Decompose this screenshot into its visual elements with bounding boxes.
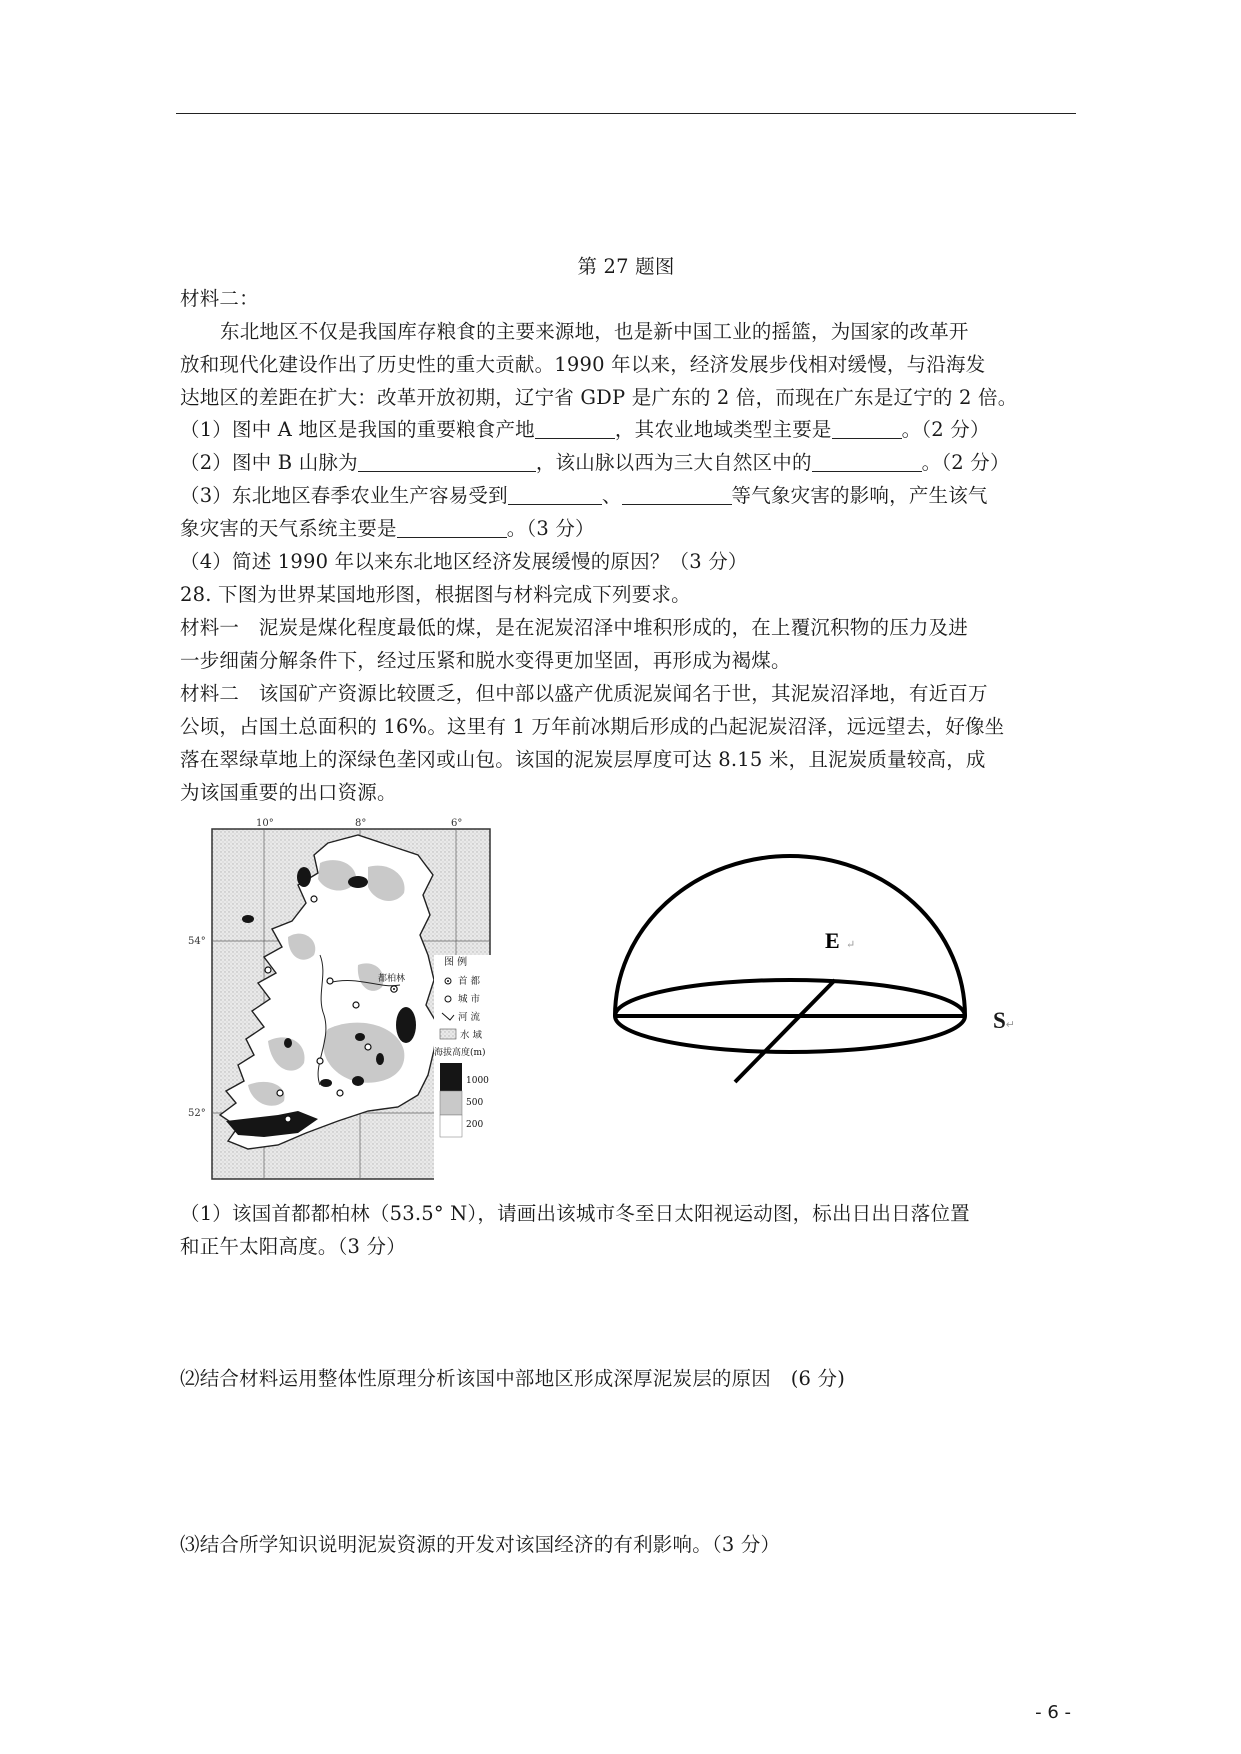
lat-label: 54° bbox=[188, 936, 206, 947]
lon-label: 8° bbox=[355, 818, 367, 829]
answer-blank[interactable] bbox=[358, 449, 536, 472]
q28-sub1-line2: 和正午太阳高度。（3 分） bbox=[180, 1235, 406, 1258]
sun-path-dome-diagram bbox=[610, 850, 970, 1090]
elevation-title: 海拔高度(m) bbox=[434, 1048, 486, 1058]
legend-title: 图 例 bbox=[444, 957, 468, 968]
legend-capital: 首 都 bbox=[458, 976, 481, 987]
material2-line-1: 东北地区不仅是我国库存粮食的主要来源地，也是新中国工业的摇篮，为国家的改革开 bbox=[220, 320, 969, 343]
answer-blank[interactable] bbox=[535, 416, 615, 439]
q27-sub2: （2）图中 B 山脉为 ，该山脉以西为三大自然区中的 。（2 分） bbox=[180, 451, 1010, 474]
elevation-1000: 1000 bbox=[466, 1076, 489, 1086]
q28-m2-line1: 材料二 该国矿产资源比较匮乏，但中部以盛产优质泥炭闻名于世，其泥炭沼泽地，有近百万 bbox=[180, 682, 988, 705]
q27-sub3: （3）东北地区春季农业生产容易受到 、 等气象灾害的影响，产生该气 bbox=[180, 484, 988, 507]
q28-sub3: ⑶结合所学知识说明泥炭资源的开发对该国经济的有利影响。（3 分） bbox=[180, 1533, 781, 1556]
answer-blank[interactable] bbox=[397, 515, 507, 538]
legend-water: 水 域 bbox=[460, 1030, 483, 1041]
lat-label: 52° bbox=[188, 1108, 206, 1119]
q28-sub2: ⑵结合材料运用整体性原理分析该国中部地区形成深厚泥炭层的原因 (6 分) bbox=[180, 1367, 846, 1390]
answer-blank[interactable] bbox=[812, 449, 922, 472]
answer-blank[interactable] bbox=[508, 482, 602, 505]
answer-blank[interactable] bbox=[832, 416, 902, 439]
east-label: E bbox=[825, 928, 840, 953]
topographic-map bbox=[188, 815, 494, 1183]
elevation-500: 500 bbox=[466, 1098, 484, 1108]
q28-m2-line2: 公顷，占国土总面积的 16%。这里有 1 万年前冰期后形成的凸起泥炭沼泽，远远望去，好像坐 bbox=[180, 715, 1005, 738]
q28-m1-line1: 材料一 泥炭是煤化程度最低的煤，是在泥炭沼泽中堆积形成的，在上覆沉积物的压力及进 bbox=[180, 616, 969, 639]
elevation-200: 200 bbox=[466, 1120, 484, 1130]
q27-sub4: （4）简述 1990 年以来东北地区经济发展缓慢的原因？（3 分） bbox=[180, 550, 748, 573]
header-rule bbox=[176, 113, 1076, 114]
lon-label: 6° bbox=[451, 818, 463, 829]
material2-line-2: 放和现代化建设作出了历史性的重大贡献。1990 年以来，经济发展步伐相对缓慢，与沿海发 bbox=[180, 353, 986, 376]
legend-river: 河 流 bbox=[458, 1012, 481, 1023]
q28-sub1-line1: （1）该国首都都柏林（53.5° N），请画出该城市冬至日太阳视运动图，标出日出日落位置 bbox=[180, 1202, 970, 1225]
south-label: S↵ bbox=[993, 1008, 1016, 1033]
q27-sub3-cont: 象灾害的天气系统主要是 。（3 分） bbox=[180, 517, 595, 540]
return-mark: ↵ bbox=[846, 938, 856, 951]
material2-line-3: 达地区的差距在扩大：改革开放初期，辽宁省 GDP 是广东的 2 倍，而现在广东是辽宁的 2 倍。 bbox=[180, 386, 1018, 409]
material2-label: 材料二： bbox=[180, 287, 259, 310]
q28-m2-line3: 落在翠绿草地上的深绿色垄冈或山包。该国的泥炭层厚度可达 8.15 米，且泥炭质量较高，成 bbox=[180, 748, 986, 771]
answer-blank[interactable] bbox=[622, 482, 732, 505]
q28-m2-line4: 为该国重要的出口资源。 bbox=[180, 781, 397, 804]
capital-label: 都柏林 bbox=[378, 974, 406, 984]
q28-m1-line2: 一步细菌分解条件下，经过压紧和脱水变得更加坚固，再形成为褐煤。 bbox=[180, 649, 791, 672]
page-number: - 6 - bbox=[1035, 1702, 1071, 1723]
legend-city: 城 市 bbox=[458, 994, 481, 1005]
figure-caption: 第 27 题图 bbox=[577, 255, 675, 278]
q28-intro: 28. 下图为世界某国地形图，根据图与材料完成下列要求。 bbox=[180, 583, 691, 606]
q27-sub1: （1）图中 A 地区是我国的重要粮食产地 ，其农业地域类型主要是 。（2 分） bbox=[180, 418, 990, 441]
lon-label: 10° bbox=[256, 818, 274, 829]
